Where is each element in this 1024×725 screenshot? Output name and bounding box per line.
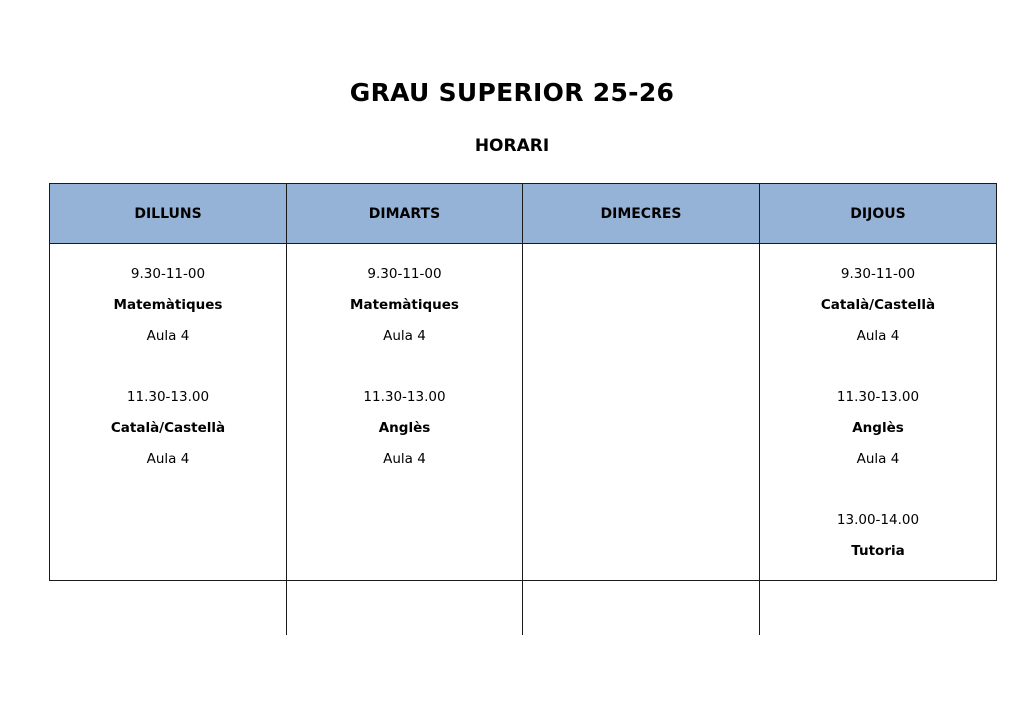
class-subject: Matemàtiques xyxy=(350,297,459,313)
class-time: 9.30-11-00 xyxy=(367,266,442,282)
day-header-dimecres: DIMECRES xyxy=(523,184,760,244)
day-column-dijous xyxy=(760,244,996,635)
class-subject: Anglès xyxy=(378,420,431,436)
schedule-table xyxy=(49,183,997,581)
class-room: Aula 4 xyxy=(146,451,190,467)
day-column-dimarts xyxy=(287,244,523,635)
class-subject: Matemàtiques xyxy=(113,297,223,313)
class-slot xyxy=(760,512,996,635)
day-header-dimarts: DIMARTS xyxy=(287,184,523,244)
day-header-dijous: DIJOUS xyxy=(760,184,996,244)
class-slot xyxy=(287,266,522,389)
class-room: Aula 4 xyxy=(856,451,900,467)
document-subtitle: HORARI xyxy=(474,136,550,156)
class-time: 9.30-11-00 xyxy=(840,266,916,282)
class-room: Aula 4 xyxy=(383,328,426,344)
class-slot xyxy=(760,266,996,389)
class-room: Aula 4 xyxy=(146,328,190,344)
class-slot xyxy=(50,389,286,512)
class-subject: Tutoria xyxy=(851,543,905,559)
document-title: GRAU SUPERIOR 25-26 xyxy=(349,78,675,107)
class-time: 9.30-11-00 xyxy=(130,266,206,282)
class-slot xyxy=(50,266,286,389)
class-time: 11.30-13.00 xyxy=(363,389,446,405)
class-slot xyxy=(760,389,996,512)
class-room: Aula 4 xyxy=(383,451,426,467)
class-time: 11.30-13.00 xyxy=(126,389,210,405)
class-time: 11.30-13.00 xyxy=(836,389,920,405)
class-subject: Català/Castellà xyxy=(110,420,226,436)
day-column-dimecres xyxy=(523,244,760,635)
class-subject: Anglès xyxy=(852,420,904,436)
class-subject: Català/Castellà xyxy=(820,297,936,313)
class-time: 13.00-14.00 xyxy=(836,512,920,528)
day-header-dilluns: DILLUNS xyxy=(50,184,287,244)
class-slot xyxy=(287,389,522,512)
day-column-dilluns xyxy=(50,244,287,635)
class-room: Aula 4 xyxy=(856,328,900,344)
